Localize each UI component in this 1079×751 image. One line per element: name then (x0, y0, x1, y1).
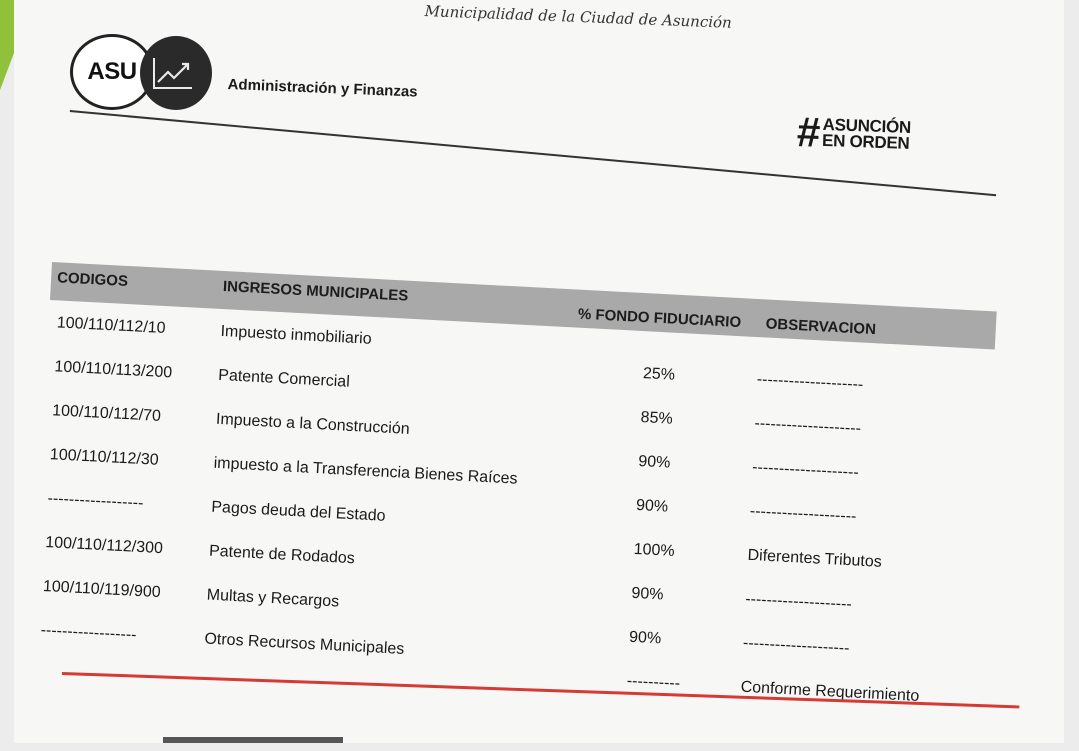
row-observation: -------------------- (756, 371, 864, 394)
row-code: 100/110/112/30 (49, 446, 160, 469)
header-ingresos: INGRESOS MUNICIPALES (222, 277, 409, 305)
row-income: Patente Comercial (217, 366, 351, 391)
asu-logo (70, 34, 220, 114)
row-fund: 25% (642, 365, 676, 384)
row-fund: 85% (640, 409, 674, 428)
row-fund: 90% (628, 628, 662, 648)
row-fund: 90% (631, 584, 664, 604)
header-fondo: % FONDO FIDUCIARIO (577, 305, 742, 332)
row-income: impuesto a la Transferencia Bienes Raíces (213, 454, 518, 488)
row-observation: -------------------- (744, 590, 853, 614)
row-observation: Diferentes Tributos (747, 546, 883, 571)
row-code: 100/110/113/200 (54, 358, 173, 382)
asu-logo-text: ASU (70, 34, 154, 110)
department-title: Administración y Finanzas (227, 76, 418, 101)
chart-trend-icon (140, 36, 212, 110)
row-code: 100/110/112/10 (56, 314, 166, 338)
row-code: 100/110/112/70 (51, 402, 162, 425)
row-income: Pagos deuda del Estado (210, 498, 386, 525)
header-codigos: CODIGOS (56, 269, 129, 290)
row-fund: ---------- (626, 672, 681, 693)
row-code: ------------------ (47, 490, 144, 513)
row-income: Patente de Rodados (208, 542, 356, 568)
row-observation: -------------------- (754, 414, 862, 438)
row-income: Impuesto inmobiliario (220, 322, 373, 348)
row-observation: -------------------- (751, 458, 860, 482)
asuncion-en-orden-logo (796, 108, 912, 157)
row-fund: 90% (635, 496, 669, 516)
row-code: 100/110/112/300 (44, 534, 164, 558)
hash-symbol-icon: # (796, 108, 822, 156)
hashtag-line-1: ASUNCIÓN (822, 114, 912, 137)
hashtag-line-2: EN ORDEN (821, 130, 910, 153)
row-code: ------------------ (40, 621, 137, 644)
row-fund: 90% (637, 452, 671, 472)
row-fund: 100% (633, 540, 676, 560)
header-observacion: OBSERVACION (765, 315, 877, 339)
municipality-script-title: Municipalidad de la Ciudad de Asunción (424, 2, 733, 32)
row-observation: -------------------- (749, 502, 857, 526)
row-code: 100/110/119/900 (42, 577, 162, 602)
bottom-edge-bar (163, 737, 343, 743)
row-income: Otros Recursos Municipales (204, 630, 405, 658)
row-observation: Conforme Requerimiento (740, 678, 920, 705)
row-income: Impuesto a la Construcción (215, 410, 411, 438)
row-income: Multas y Recargos (206, 586, 340, 611)
row-observation: -------------------- (742, 634, 850, 658)
